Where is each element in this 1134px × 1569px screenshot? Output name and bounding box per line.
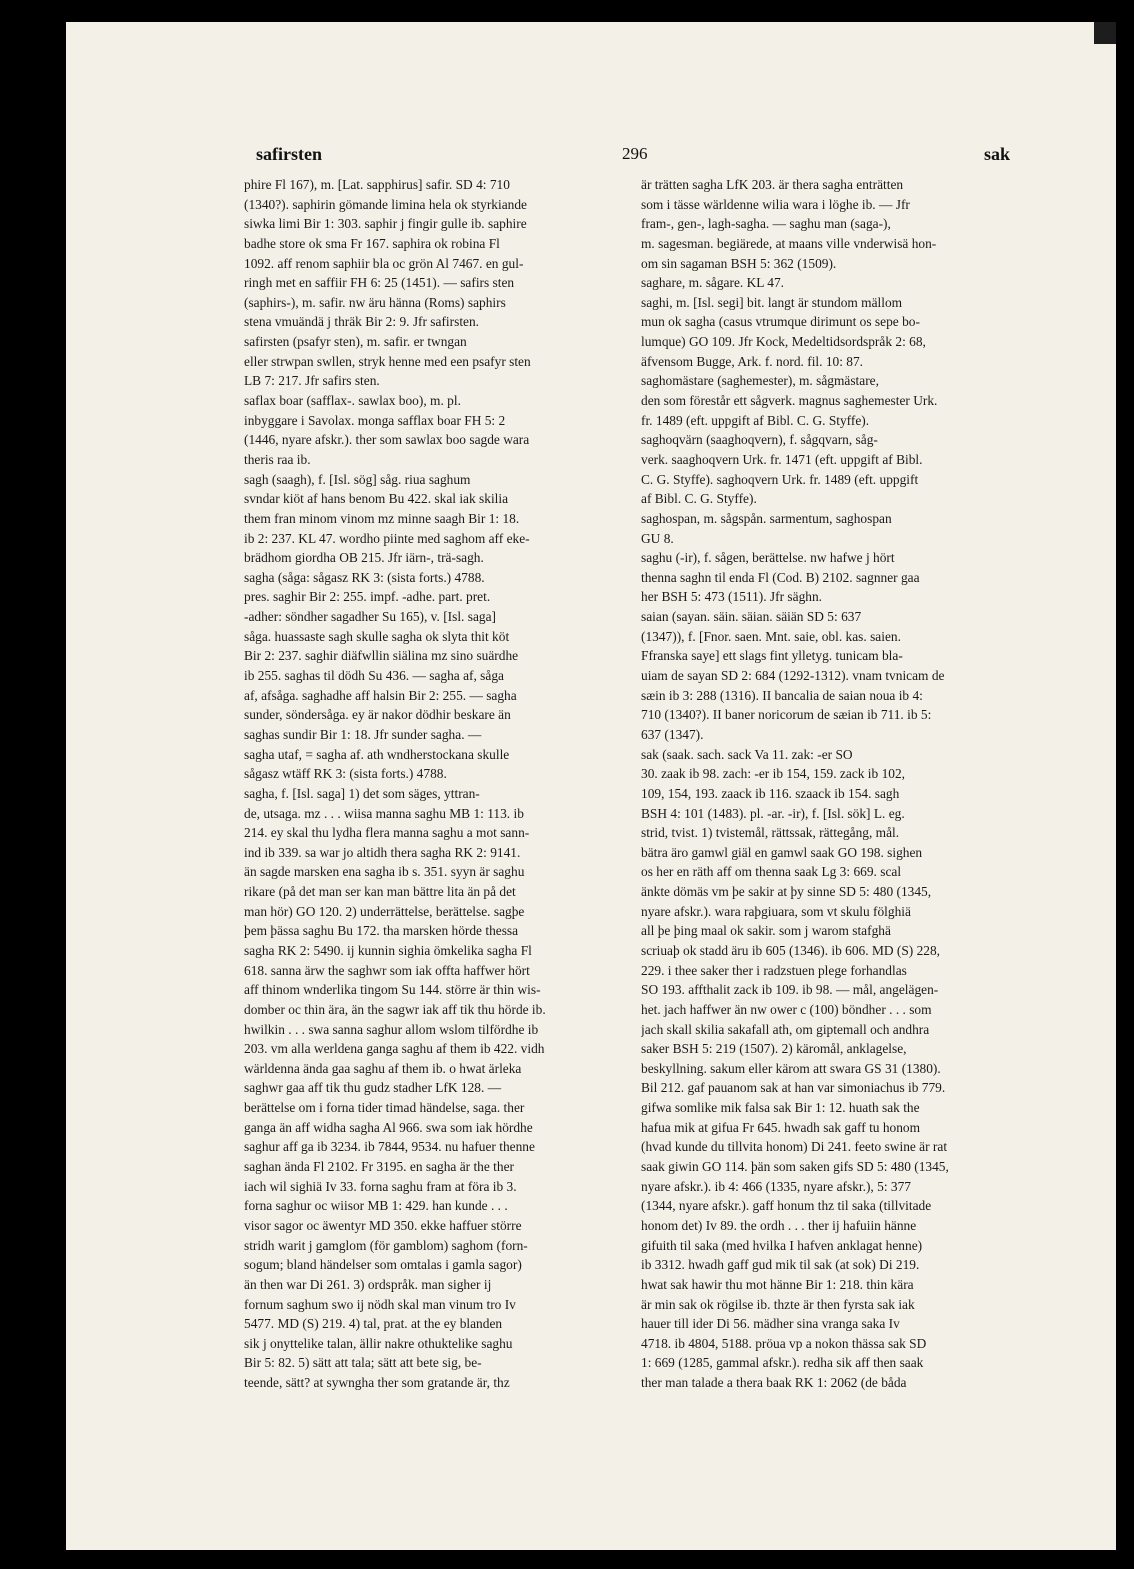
text-line: sæin ib 3: 288 (1316). II bancalia de saian noua ib 4:	[641, 687, 923, 703]
page-number: 296	[622, 144, 648, 163]
text-line: het. jach haffwer än nw ower c (100) böndher . . . som	[641, 1001, 932, 1017]
text-line: ind ib 339. sa war jo altidh thera sagha RK 2: 9141.	[244, 844, 521, 860]
text-line: fr. 1489 (eft. uppgift af Bibl. C. G. Styffe).	[641, 412, 870, 428]
text-line: 30. zaak ib 98. zach: -er ib 154, 159. zack ib 102,	[641, 766, 906, 782]
text-line: ringh met en saffiir FH 6: 25 (1451). — safirs sten	[244, 275, 515, 291]
text-line: de, utsaga. mz . . . wiisa manna saghu MB 1: 113. ib	[244, 805, 524, 821]
text-line: än then war Di 261. 3) ordspråk. man sigher ij	[244, 1276, 492, 1292]
text-line: inbyggare i Savolax. monga safflax boar FH 5: 2	[244, 412, 506, 428]
text-line: 637 (1347).	[641, 726, 704, 742]
text-line: (hvad kunde du tillvita honom) Di 241. feeto swine är rat	[641, 1139, 948, 1155]
text-line: jach skall skilia sakafall ath, om giptemall och andhra	[641, 1021, 930, 1037]
text-line: 229. i thee saker ther i radzstuen plege forhandlas	[641, 962, 907, 978]
text-line: Bir 2: 237. saghir diäfwllin siälina mz sino suärdhe	[244, 648, 519, 664]
text-line: ganga än aff widha sagha Al 966. swa som iak hördhe	[244, 1119, 533, 1135]
text-line: hwat sak hawir thu mot hänne Bir 1: 218. thin kära	[641, 1276, 914, 1292]
text-line: sagh (saagh), f. [Isl. sög] såg. riua saghum	[244, 471, 471, 487]
text-line: strid, tvist. 1) tvistemål, rättssak, rättegång, mål.	[641, 825, 900, 841]
text-line: rikare (på det man ser kan man bättre lita än på det	[244, 884, 516, 900]
text-line: nyare afskr.). wara raþgiuara, som vt skulu fölghiä	[641, 903, 911, 919]
text-line: wärldenna ända gaa saghu af them ib. o hwat ärleka	[244, 1060, 522, 1076]
text-line: stridh warit j gamglom (för gamblom) saghom (forn-	[244, 1237, 528, 1253]
text-line: sagha utaf, = sagha af. ath wndherstockana skulle	[244, 746, 510, 762]
text-line: saghwr gaa aff tik thu gudz stadher LfK 128. —	[244, 1080, 502, 1096]
text-line: forna saghur oc wiisor MB 1: 429. han kunde . . .	[244, 1198, 508, 1214]
text-line: her BSH 5: 473 (1511). Jfr säghn.	[641, 589, 823, 605]
text-line: om sin sagaman BSH 5: 362 (1509).	[641, 255, 837, 271]
right-text-column	[641, 175, 1039, 1393]
text-line: (1347)), f. [Fnor. saen. Mnt. saie, obl. kas. saien.	[641, 628, 901, 644]
text-line: SO 193. affthalit zack ib 109. ib 98. — mål, angelägen-	[641, 982, 939, 998]
text-line: nyare afskr.). ib 4: 466 (1335, nyare afskr.), 5: 377	[641, 1178, 911, 1194]
text-line: (saphirs-), m. safir. nw äru hänna (Roms) saphirs	[244, 294, 506, 310]
text-line: brädhom giordha OB 215. Jfr iärn-, trä-sagh.	[244, 550, 484, 566]
text-line: uiam de sayan SD 2: 684 (1292-1312). vnam tvnicam de	[641, 668, 945, 684]
text-line: BSH 4: 101 (1483). pl. -ar. -ir), f. [Isl. sök] L. eg.	[641, 805, 905, 821]
text-line: scriuaþ ok stadd äru ib 605 (1346). ib 606. MD (S) 228,	[641, 942, 941, 958]
text-line: safirsten (psafyr sten), m. safir. er twngan	[244, 334, 467, 350]
text-line: m. sagesman. begiärede, at maans ville vnderwisä hon-	[641, 235, 937, 251]
text-line: sagha RK 2: 5490. ij kunnin sighia ömkelika sagha Fl	[244, 942, 532, 958]
text-line: 1: 669 (1285, gammal afskr.). redha sik aff then saak	[641, 1355, 924, 1371]
left-text-column	[244, 175, 642, 1393]
text-line: hwilkin . . . swa sanna saghur allom wslom tilfördhe ib	[244, 1021, 539, 1037]
text-line: hafua mik at gifua Fr 645. hwadh sak gaff tu honom	[641, 1119, 921, 1135]
dictionary-page	[66, 22, 1116, 1550]
text-line: beskyllning. sakum eller kärom att swara GS 31 (1380).	[641, 1060, 941, 1076]
text-line: 710 (1340?). II baner noricorum de sæian ib 711. ib 5:	[641, 707, 932, 723]
text-line: sunder, söndersåga. ey är nakor dödhir beskare än	[244, 707, 511, 723]
running-head-right: sak	[984, 144, 1011, 164]
text-line: bätra äro gamwl giäl en gamwl saak GO 198. sighen	[641, 844, 923, 860]
text-line: än sagde marsken ena sagha ib s. 351. syyn är saghu	[244, 864, 525, 880]
text-line: saghan ända Fl 2102. Fr 3195. en sagha är the ther	[244, 1159, 514, 1175]
text-line: stena vmuändä j thräk Bir 2: 9. Jfr safirsten.	[244, 314, 480, 330]
text-line: berättelse om i forna tider timad händelse, saga. ther	[244, 1100, 525, 1116]
text-line: saghur aff ga ib 3234. ib 7844, 9534. nu hafuer thenne	[244, 1139, 535, 1155]
text-line: thenna saghn til enda Fl (Cod. B) 2102. sagnner gaa	[641, 569, 920, 585]
text-line: saker BSH 5: 219 (1507). 2) käromål, anklagelse,	[641, 1041, 907, 1057]
text-line: Bil 212. gaf pauanom sak at han var simoniachus ib 779.	[641, 1080, 946, 1096]
text-line: såga. huassaste sagh skulle sagha ok slyta thit köt	[244, 628, 510, 644]
text-line: LB 7: 217. Jfr safirs sten.	[244, 373, 380, 389]
text-line: sagha (såga: sågasz RK 3: (sista forts.) 4788.	[244, 569, 485, 585]
text-line: phire Fl 167), m. [Lat. sapphirus] safir. SD 4: 710	[244, 177, 510, 192]
text-line: þem þässa saghu Bu 172. tha marsken hörde thessa	[244, 923, 519, 939]
text-line: eller strwpan swllen, stryk henne med een psafyr sten	[244, 353, 531, 369]
text-line: saghomästare (saghemester), m. sågmästare,	[641, 373, 879, 389]
text-line: 109, 154, 193. zaack ib 116. szaack ib 154. sagh	[641, 785, 900, 801]
text-line: änkte dömäs vm þe sakir at þy sinne SD 5: 480 (1345,	[641, 884, 932, 900]
text-line: sågasz wtäff RK 3: (sista forts.) 4788.	[244, 766, 447, 782]
text-line: saghoqvärn (saaghoqvern), f. sågqvarn, såg-	[641, 432, 878, 448]
text-line: af, afsåga. saghadhe aff halsin Bir 2: 255. — sagha	[244, 687, 517, 703]
text-line: saghi, m. [Isl. segi] bit. langt är stundom mällom	[641, 294, 903, 310]
text-line: 5477. MD (S) 219. 4) tal, prat. at the ey blanden	[244, 1316, 503, 1332]
text-line: pres. saghir Bir 2: 255. impf. -adhe. part. pret.	[244, 589, 491, 605]
text-line: saghas sundir Bir 1: 18. Jfr sunder sagha. —	[244, 726, 482, 742]
text-line: -adher: söndher sagadher Su 165), v. [Isl. saga]	[244, 609, 496, 625]
text-line: sogum; bland händelser som omtalas i gamla sagor)	[244, 1257, 522, 1273]
text-line: (1446, nyare afskr.). ther som sawlax boo sagde wara	[244, 432, 530, 448]
text-line: theris raa ib.	[244, 451, 311, 467]
text-line: sik j onyttelike talan, ällir nakre othuktelike saghu	[244, 1335, 513, 1351]
scan-corner-mark	[1094, 22, 1116, 44]
text-line: os her en räth aff om thenna saak Lg 3: 669. scal	[641, 864, 902, 880]
text-line: äfvensom Bugge, Ark. f. nord. fil. 10: 87.	[641, 353, 864, 369]
text-line: man hör) GO 120. 2) underrättelse, berättelse. sagþe	[244, 903, 525, 919]
text-line: ther man talade a thera baak RK 1: 2062 (de båda	[641, 1375, 907, 1391]
text-line: saak giwin GO 114. þän som saken gifs SD 5: 480 (1345,	[641, 1159, 949, 1175]
text-line: är trätten sagha LfK 203. är thera sagha enträtten	[641, 177, 904, 192]
text-line: teende, sätt? at sywngha ther som gratande är, thz	[244, 1375, 510, 1391]
text-line: ib 2: 237. KL 47. wordho piinte med saghom aff eke-	[244, 530, 530, 546]
text-line: C. G. Styffe). saghoqvern Urk. fr. 1489 (eft. uppgift	[641, 471, 919, 487]
text-line: saghu (-ir), f. sågen, berättelse. nw hafwe j hört	[641, 550, 895, 566]
text-line: sagha, f. [Isl. saga] 1) det som säges, yttran-	[244, 785, 480, 801]
text-line: honom det) Iv 89. the ordh . . . ther ij hafuiin hänne	[641, 1217, 917, 1233]
text-line: domber oc thin ära, än the sagwr iak aff tik thu hörde ib.	[244, 1001, 546, 1017]
text-line: saghospan, m. sågspån. sarmentum, saghospan	[641, 510, 892, 526]
text-line: den som förestår ett sågverk. magnus saghemester Urk.	[641, 393, 938, 409]
text-line: saian (sayan. säin. säian. säiän SD 5: 637	[641, 609, 862, 625]
text-line: verk. saaghoqvern Urk. fr. 1471 (eft. uppgift af Bibl.	[641, 451, 923, 467]
text-line: fram-, gen-, lagh-sagha. — saghu man (saga-),	[641, 216, 891, 232]
text-line: är min sak ok rögilse ib. thzte är then fyrsta sak iak	[641, 1296, 915, 1312]
text-line: saghare, m. sågare. KL 47.	[641, 275, 785, 291]
text-line: 214. ey skal thu lydha flera manna saghu a mot sann-	[244, 825, 530, 841]
text-line: GU 8.	[641, 530, 674, 546]
text-line: siwka limi Bir 1: 303. saphir j fingir gulle ib. saphire	[244, 216, 527, 232]
text-line: visor sagor oc äwentyr MD 350. ekke haffuer större	[244, 1217, 522, 1233]
text-line: 618. sanna ärw the saghwr som iak offta haffwer hört	[244, 962, 530, 978]
text-line: badhe store ok sma Fr 167. saphira ok robina Fl	[244, 235, 500, 251]
text-line: (1340?). saphirin gömande limina hela ok styrkiande	[244, 196, 527, 212]
text-line: af Bibl. C. G. Styffe).	[641, 491, 757, 507]
text-line: Bir 5: 82. 5) sätt att tala; sätt att bete sig, be-	[244, 1355, 482, 1371]
text-line: 1092. aff renom saphiir bla oc grön Al 7467. en gul-	[244, 255, 524, 271]
text-line: 203. vm alla werldena ganga saghu af them ib 422. vidh	[244, 1041, 545, 1057]
text-line: hauer till ider Di 56. mädher sina vranga saka Iv	[641, 1316, 900, 1332]
text-line: ib 3312. hwadh gaff gud mik til sak (at sok) Di 219.	[641, 1257, 920, 1273]
text-line: lumque) GO 109. Jfr Kock, Medeltidsordspråk 2: 68,	[641, 334, 926, 350]
text-line: som i tässe wärldenne wilia wara i löghe ib. — Jfr	[641, 196, 910, 212]
text-line: gifuith til saka (med hvilka I hafven anklagat henne)	[641, 1237, 923, 1253]
text-line: them fran minom vinom mz minne saagh Bir 1: 18.	[244, 510, 520, 526]
text-line: Ffranska saye] ett slags fint ylletyg. tunicam bla-	[641, 648, 903, 664]
text-line: svndar kiöt af hans benom Bu 422. skal iak skilia	[244, 491, 509, 507]
text-line: sak (saak. sach. sack Va 11. zak: -er SO	[641, 746, 853, 762]
text-line: (1344, nyare afskr.). gaff honum thz til saka (tillvitade	[641, 1198, 932, 1214]
text-line: 4718. ib 4804, 5188. pröua vp a nokon thässa sak SD	[641, 1335, 927, 1351]
text-line: mun ok sagha (casus vtrumque dirimunt os sepe bo-	[641, 314, 920, 330]
text-line: fornum saghum swo ij nödh skal man vinum tro Iv	[244, 1296, 516, 1312]
text-line: gifwa somlike mik falsa sak Bir 1: 12. huath sak the	[641, 1100, 920, 1116]
text-line: saflax boar (safflax-. sawlax boo), m. pl.	[244, 393, 461, 409]
text-line: aff thinom wnderlika tingom Su 144. större är thin wis-	[244, 982, 541, 998]
text-line: all þe þing maal ok sakir. som j warom stafghä	[641, 923, 891, 939]
running-head-left: safirsten	[256, 144, 322, 164]
text-line: ib 255. saghas til dödh Su 436. — sagha af, såga	[244, 668, 504, 684]
text-line: iach wil sighiä Iv 33. forna saghu fram at föra ib 3.	[244, 1178, 517, 1194]
